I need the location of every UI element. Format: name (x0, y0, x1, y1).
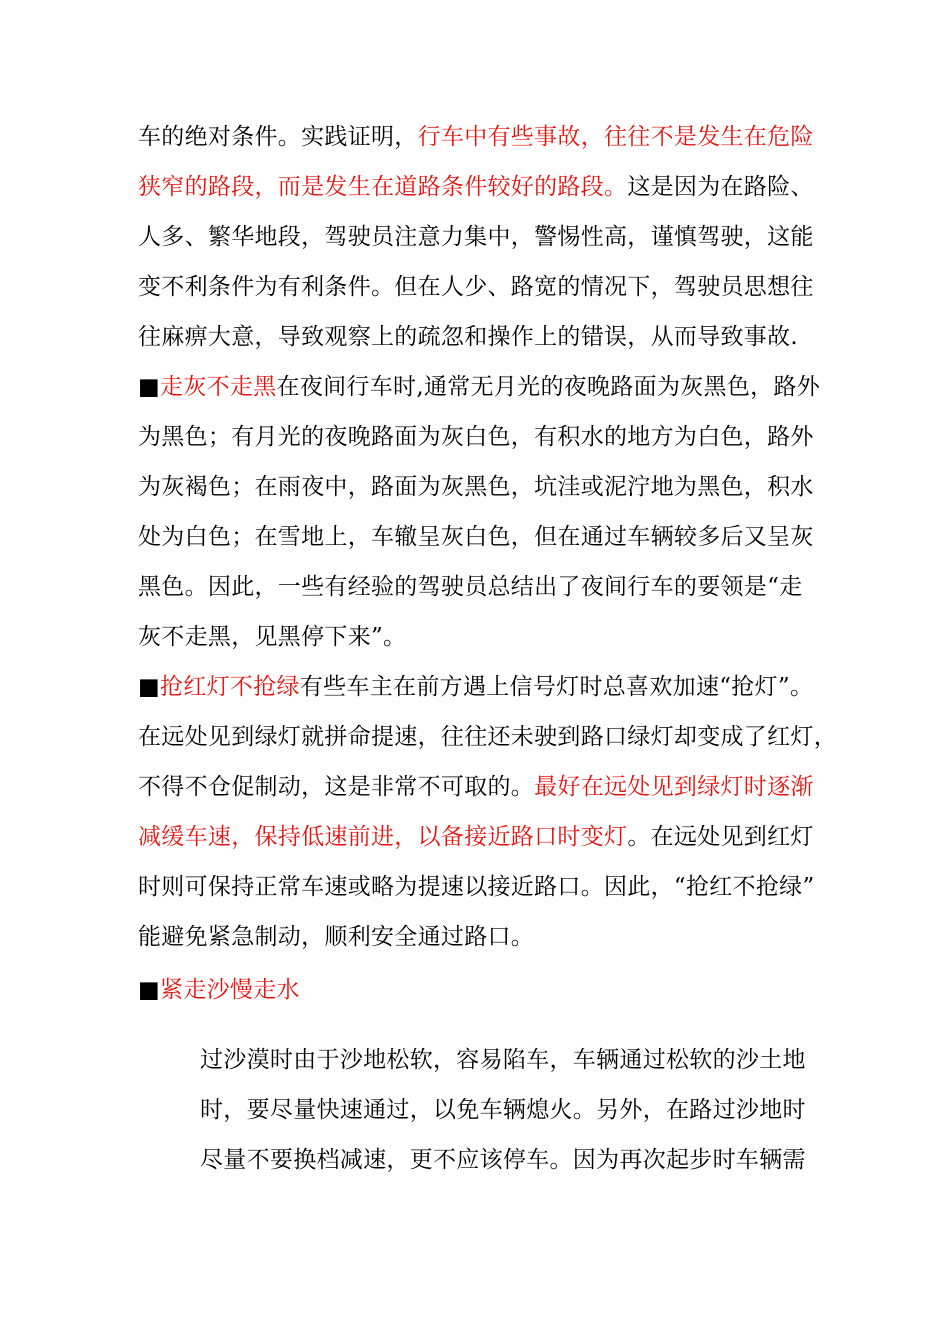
paragraph-line: 灰不走黑，见黑停下来”。 (138, 624, 407, 650)
indented-paragraph-line: 时，要尽量快速通过，以免车辆熄火。另外，在路过沙地时 (200, 1097, 806, 1123)
paragraph-line (138, 172, 814, 202)
section-heading: 紧走沙慢走水 (160, 977, 300, 1003)
paragraph-line: 能避免紧急制动，顺利安全通过路口。 (138, 924, 535, 950)
highlighted-text: 行车中有些事故，往往不是发生在危险 (417, 124, 814, 150)
paragraph-line: 人多、繁华地段，驾驶员注意力集中，警惕性高，谨慎驾驶，这能 (138, 224, 814, 250)
highlighted-text: 最好在远处见到绿灯时逐渐 (534, 774, 814, 800)
square-bullet-icon: ■ (138, 674, 161, 700)
paragraph-line (138, 822, 814, 852)
section-heading: 抢红灯不抢绿 (160, 674, 300, 700)
section-heading-line (138, 975, 300, 1005)
section-heading-line (138, 372, 820, 402)
section-heading: 走灰不走黑 (160, 374, 277, 400)
paragraph-line (138, 772, 814, 802)
square-bullet-icon: ■ (138, 977, 161, 1003)
paragraph-line: 为灰褐色；在雨夜中，路面为灰黑色，坑洼或泥泞地为黑色，积水 (138, 474, 814, 500)
text-run: 有些车主在前方遇上信号灯时总喜欢加速“抢灯”。 (299, 674, 814, 700)
paragraph-line: 往麻痹大意，导致观察上的疏忽和操作上的错误，从而导致事故. (138, 324, 799, 350)
text-run: 在夜间行车时,通常无月光的夜晚路面为灰黑色，路外 (276, 374, 821, 400)
paragraph-line: 为黑色；有月光的夜晚路面为灰白色，有积水的地方为白色，路外 (138, 424, 814, 450)
text-run: 。在远处见到红灯 (627, 824, 814, 850)
indented-paragraph-line: 尽量不要换档减速，更不应该停车。因为再次起步时车辆需 (200, 1147, 806, 1173)
paragraph-line: 黑色。因此，一些有经验的驾驶员总结出了夜间行车的要领是“走 (138, 574, 803, 600)
paragraph-line: 时则可保持正常车速或略为提速以接近路口。因此，“抢红不抢绿” (138, 874, 815, 900)
square-bullet-icon: ■ (138, 374, 161, 400)
highlighted-text: 狭窄的路段，而是发生在道路条件较好的路段。 (138, 174, 628, 200)
highlighted-text: 减缓车速，保持低速前进，以备接近路口时变灯 (138, 824, 628, 850)
paragraph-line (138, 122, 814, 152)
paragraph-line: 在远处见到绿灯就拼命提速，往往还未驶到路口绿灯却变成了红灯， (138, 724, 837, 750)
indented-paragraph-line: 过沙漠时由于沙地松软，容易陷车，车辆通过松软的沙土地 (200, 1047, 806, 1073)
text-run: 这是因为在路险、 (627, 174, 814, 200)
paragraph-line: 处为白色；在雪地上，车辙呈灰白色，但在通过车辆较多后又呈灰 (138, 524, 814, 550)
text-run: 车的绝对条件。实践证明， (138, 124, 418, 150)
paragraph-line: 变不利条件为有利条件。但在人少、路宽的情况下，驾驶员思想往 (138, 274, 814, 300)
text-run: 不得不仓促制动，这是非常不可取的。 (138, 774, 535, 800)
section-heading-line (138, 672, 813, 702)
